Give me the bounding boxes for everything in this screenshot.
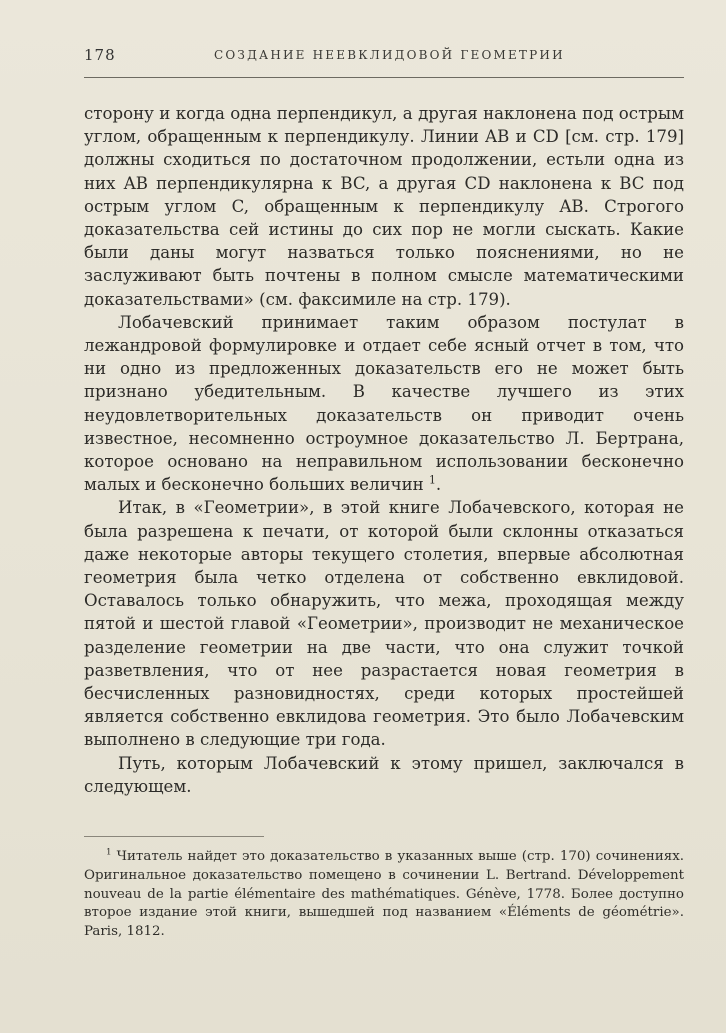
paragraph-2-end: . [435, 475, 442, 495]
footnote-divider [84, 836, 264, 837]
running-title: СОЗДАНИЕ НЕЕВКЛИДОВОЙ ГЕОМЕТРИИ [214, 48, 565, 62]
paragraph-3: Итак, в «Геометрии», в этой книге Лобачевского, которая не была разрешена к печати, от которой были склонны отказаться даже некоторые авторы текущего столетия, впервые абсолютная геометрия была четко отделена от собственно евклидовой. Оставалось только обнаружить, что межа, проходящая между пятой и шестой главой «Геометрии», производит не механическое разделение геометрии на две части, что она служит точкой разветвления, что от нее разрастается новая геометрия в бесчисленных разновидностях, среди которых простейшей является собственно евклидова геометрия. Это было Лобачевским выполнено в следующие три года. [84, 498, 684, 750]
paragraph-4: Путь, которым Лобачевский к этому пришел, заключался в следующем. [84, 753, 684, 796]
footnote-mark: 1 [106, 847, 112, 858]
paragraph-1: сторону и когда одна перпендикул, а другая наклонена под острым углом, обращенным к перпендикулу. Линии AB и CD [см. стр. 179] должны сходиться по достаточном продолжении, естьли одна из них AB перпендикулярна к BC, а другая CD наклонена к BC под острым углом C, обращенным к перпендикулу AB. Строгого доказательства сей истины до сих пор не могли сыскать. Какие были даны могут назваться только пояснениями, но не заслуживают быть почтены в полном смысле математическими доказательствами» (см. факсимиле на стр. 179). [84, 104, 684, 309]
page-header [84, 44, 680, 72]
main-text [84, 102, 684, 798]
footnote-text: Читатель найдет это доказательство в указанных выше (стр. 170) сочинениях. Оригинальное доказательство помещено в сочинении L. Bertrand. Développement nouveau de la partie élémentaire des mathématiques. Génève, 1778. Более доступно второе издание этой книги, вышедшей под названием «Éléments de géométrie». Paris, 1812. [84, 849, 684, 940]
paragraph-2 [84, 311, 684, 497]
page-number: 178 [84, 46, 116, 64]
header-divider [84, 77, 684, 78]
paragraph-2-text: Лобачевский принимает таким образом постулат в лежандровой формулировке и отдает себе ясный отчет в том, что ни одно из предложенных доказательств его не может быть признано убедительным. В качестве лучшего из этих неудовлетворительных доказательств он приводит очень известное, несомненно остроумное доказательство Л. Бертрана, которое основано на неправильном использовании бесконечно малых и бесконечно больших величин [84, 312, 684, 495]
footnote-paragraph [84, 848, 684, 942]
footnote-reference[interactable]: 1 [428, 473, 436, 487]
footnote [84, 848, 684, 942]
